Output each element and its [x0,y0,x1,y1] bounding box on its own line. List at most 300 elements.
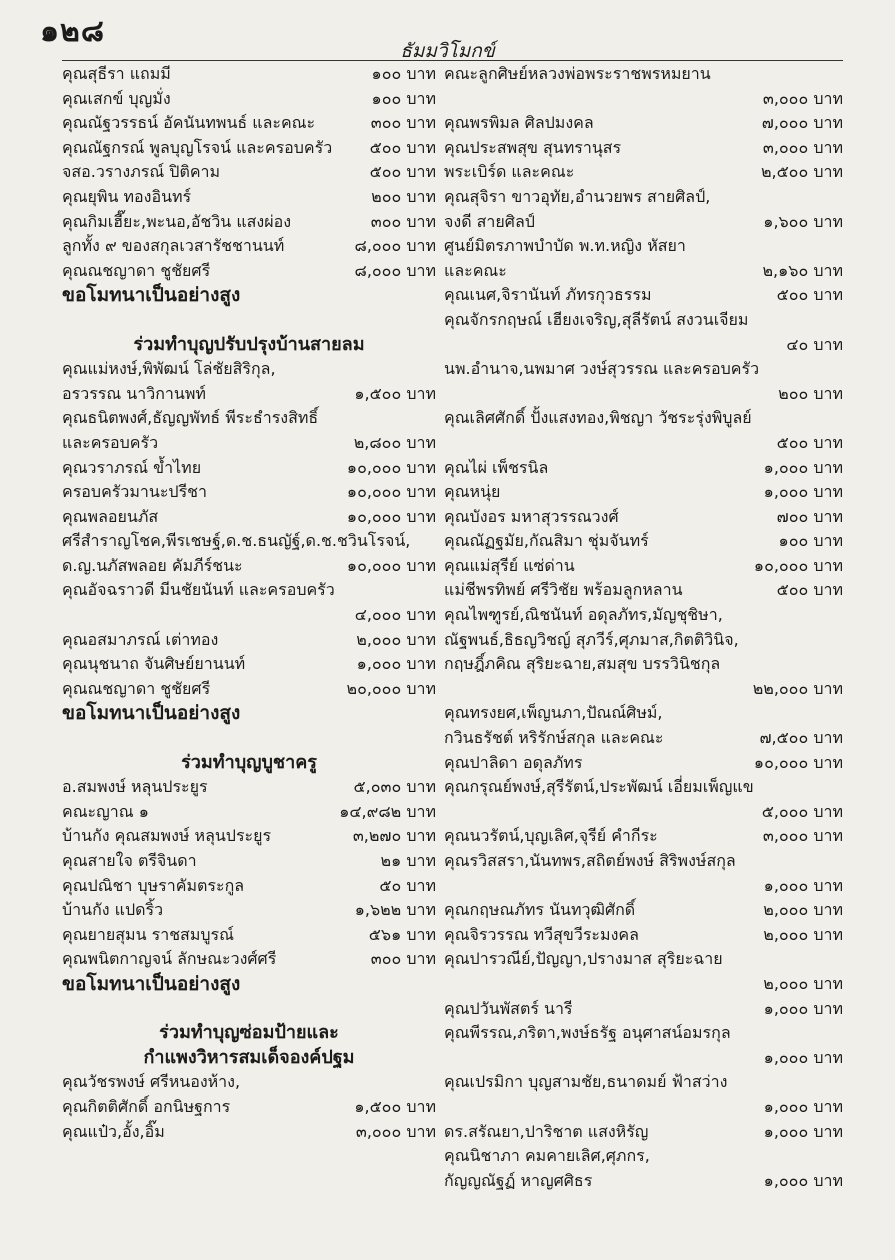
donor-row [444,1095,843,1120]
donor-row [62,775,436,800]
amount-value: ๑,๐๐๐ [763,875,809,895]
amount-value: ๕๐๐ [776,285,809,305]
currency-label: บาท [813,260,843,280]
amount-value: ๔,๐๐๐ [354,605,402,625]
amount-value: ๑,๐๐๐ [763,1047,809,1067]
amount-value: ๒,๐๐๐ [763,924,809,944]
donor-row [62,652,436,677]
donor-name: คุณยุพิน ทองอินทร์ [62,186,192,206]
donor-row [62,824,436,849]
donor-row [444,726,843,751]
donor-name: คุณพลอยนภัส [62,506,159,526]
donor-row [62,898,436,923]
donor-name: คุณปาลิดา อดุลภัทร [444,752,583,772]
currency-label: บาท [406,605,436,625]
spacer [62,726,436,751]
donor-name: คุณนวรัตน์,บุญเลิศ,จุรีย์ คำกีระ [444,826,658,846]
amount-value: ๔๐ [786,334,809,354]
donor-name: พระเบิร์ด และคณะ [444,162,575,182]
thanks-heading: ขอโมทนาเป็นอย่างสูง [62,972,241,995]
currency-label: บาท [813,1047,843,1067]
donor-row [444,972,843,997]
currency-label: บาท [406,432,436,452]
currency-label: บาท [406,900,436,920]
currency-label: บาท [406,654,436,674]
amount-value: ๕๐๐ [369,137,402,157]
amount-value: ๘,๐๐๐ [354,260,402,280]
donation-amount [350,628,436,653]
donor-row [62,1095,436,1120]
currency-label: บาท [406,137,436,157]
donor-name: กวินธรัชต์ หริรักษ์สกุล และคณะ [444,728,664,748]
amount-value: ๑,๐๐๐ [763,1121,809,1141]
currency-label: บาท [406,457,436,477]
donor-row [62,677,436,702]
amount-value: ๒๑ [380,851,402,870]
donor-name: คุณเนศ,จิรานันท์ ภัทรกุวธรรม [444,285,652,305]
amount-value: ๓๐๐ [370,113,402,133]
amount-value: ๕๐๐ [369,162,402,182]
left-column [62,62,436,1144]
currency-label: บาท [406,826,436,846]
donor-name: คุณกิมเฮี๊ยะ,พะนอ,อัชวิน แสงผ่อง [62,211,292,231]
donation-amount [757,972,843,997]
donation-amount [773,529,843,554]
amount-value: ๑,๐๐๐ [356,654,402,674]
donor-row [444,357,843,382]
donor-row [444,874,843,899]
donor-row [444,259,843,284]
donation-amount [366,62,436,87]
donor-name: คุณกฤษณภัทร นันทวุฒิศักดิ์ [444,900,636,920]
currency-label: บาท [406,236,436,256]
donor-row [444,849,843,874]
donation-amount [755,160,843,185]
donor-row [444,333,843,358]
donor-row [444,701,843,726]
donor-row [444,456,843,481]
donor-row [62,210,436,235]
donation-amount [758,1046,843,1071]
donor-row [444,210,843,235]
donor-name: คณะลูกศิษย์หลวงพ่อพระราชพรหมยาน [444,64,711,83]
donation-amount [757,136,843,161]
donor-name: คุณสุจิรา ขาวอุทัย,อำนวยพร สายศิลป์, [444,186,711,206]
donor-name: คณะญาณ ๑ [62,801,149,821]
currency-label: บาท [813,531,843,551]
donation-amount [349,898,436,923]
section-heading: ร่วมทำบุญปรับปรุงบ้านสายลม [133,333,365,355]
donor-name: คุณจิรวรรณ ทวีสุขวีระมงคล [444,924,639,944]
amount-value: ๒,๐๐๐ [763,973,809,993]
amount-value: ๒,๐๐๐ [356,629,402,649]
donor-row [444,997,843,1022]
donation-amount [363,923,436,948]
donor-name: แม่ชีพรทิพย์ ศรีวิชัย พร้อมลูกหลาน [444,580,683,600]
donor-row [444,160,843,185]
donor-name: คุณปารวณีย์,ปัญญา,ปรางมาส สุริยะฉาย [444,949,723,969]
amount-value: ๒๐๐ [778,383,809,403]
donation-amount [758,874,843,899]
spacer [62,308,436,333]
amount-value: ๓,๐๐๐ [762,88,809,108]
amount-value: ๗,๕๐๐ [759,728,809,748]
donor-name: บ้านกัง แปดริ้ว [62,900,164,920]
donation-amount [365,185,436,210]
amount-value: ๑,๐๐๐ [763,998,809,1018]
donor-name: ศรีสำราญโชค,พีรเชษฐ์,ด.ช.ธนญัฐ์,ด.ช.ชวินโรจน์, [62,531,411,551]
donor-row [444,775,843,800]
donor-row [444,824,843,849]
donor-name: ศูนย์มิตรภาพบำบัด พ.ท.หญิง หัสยา [444,236,686,256]
currency-label: บาท [813,457,843,477]
donor-name: อรวรรณ นาวิกานพท์ [62,383,206,403]
donor-row [444,947,843,972]
amount-value: ๑๐,๐๐๐ [346,457,402,477]
amount-value: ๑๐๐ [371,64,402,83]
donor-name: คุณยายสุมน ราชสมบูรณ์ [62,924,234,944]
donation-amount [364,136,436,161]
currency-label: บาท [813,752,843,772]
donor-row [62,456,436,481]
donor-name: คุณเปรมิกา บุญสามชัย,ธนาดมย์ ฟ้าสว่าง [444,1072,728,1092]
donor-name: คุณจักรกฤษณ์ เฮียงเจริญ,สุลีรัตน์ สงวนเจียม [444,309,749,329]
currency-label: บาท [813,555,843,575]
donation-amount [772,382,843,407]
donor-row [62,1120,436,1145]
donor-name: คุณอสมาภรณ์ เต่าทอง [62,629,219,649]
donor-name: คุณสุธีรา แถมมี [62,64,171,83]
currency-label: บาท [406,777,436,797]
donation-amount [341,456,436,481]
currency-label: บาท [813,506,843,526]
donation-amount [341,677,436,702]
donor-name: คุณปวันพัสตร์ นารี [444,998,573,1018]
amount-value: ๗,๐๐๐ [761,113,809,133]
donor-name: คุณแม่หงษ์,พิพัฒน์ โล่ชัยสิริกุล, [62,359,276,379]
donor-name: ด.ญ.นภัสพลอย คัมภีร์ชนะ [62,555,243,575]
donation-amount [348,234,436,259]
section-heading: ร่วมทำบุญซ่อมป้ายและ [159,1022,339,1044]
currency-label: บาท [813,580,843,600]
currency-label: บาท [406,211,436,231]
amount-value: ๒๐๐ [371,186,402,206]
donation-amount [348,1095,436,1120]
donor-row [444,234,843,259]
donor-row [444,1021,843,1046]
amount-value: ๒,๘๐๐ [353,432,402,452]
donation-amount [341,480,436,505]
donation-amount [756,111,843,136]
donor-row [62,923,436,948]
donor-row [444,87,843,112]
donor-row [62,136,436,161]
donor-name: กัญญณัฐฏ์ หาญศศิธร [444,1170,593,1190]
donor-name: คุณทรงยศ,เพ็ญนภา,ปัณณ์ศิษม์, [444,703,663,723]
donor-name: คุณณัฏฐมัย,กัณสิมา ชุ่มจันทร์ [444,531,649,551]
donor-row [62,947,436,972]
amount-value: ๑๐๐ [371,88,402,108]
currency-label: บาท [813,137,843,157]
donor-name: คุณกรุณย์พงษ์,สุรีรัตน์,ประพัฒน์ เอี่ยมเพ็ญแข [444,777,754,797]
amount-value: ๓๐๐ [370,211,402,231]
currency-label: บาท [813,1170,843,1190]
thanks-heading: ขอโมทนาเป็นอย่างสูง [62,702,241,725]
donor-row [444,751,843,776]
donor-row [444,898,843,923]
donor-row [62,111,436,136]
donor-row [62,259,436,284]
donor-row [62,800,436,825]
donor-name: ครอบครัวมานะปรีชา [62,482,207,502]
donation-amount [348,382,436,407]
donation-amount [748,554,843,579]
donor-row [62,382,436,407]
donor-name: กฤษฎิ์ภคิณ สุริยะฉาย,สมสุข บรรวินิชกุล [444,654,721,674]
donation-amount [757,210,843,235]
donor-row [444,529,843,554]
currency-label: บาท [813,285,843,305]
amount-value: ๓,๐๐๐ [762,826,809,846]
donor-name: คุณพรพิมล ศิลปมงคล [444,113,594,133]
donation-amount [351,652,436,677]
donor-row [444,677,843,702]
donor-name: คุณหนุ่ย [444,482,501,502]
donor-name: อ.สมพงษ์ หลุนประยูร [62,777,208,797]
donation-amount [756,800,843,825]
amount-value: ๘,๐๐๐ [354,236,402,256]
currency-label: บาท [813,211,843,231]
donor-row [444,1120,843,1145]
amount-value: ๑๐,๐๐๐ [346,506,402,526]
currency-label: บาท [813,678,843,698]
donor-name: ณัฐพนธ์,ธิธญวิชญ์ สุภวีร์,ศุภมาส,กิตติวินิจ, [444,629,739,649]
currency-label: บาท [406,924,436,944]
currency-label: บาท [813,383,843,403]
donor-name: จสอ.วรางภรณ์ ปิติคาม [62,162,221,182]
currency-label: บาท [813,875,843,895]
amount-value: ๑๐,๐๐๐ [753,752,809,772]
donation-amount [348,431,436,456]
donor-name: คุณสายใจ ตรีจินดา [62,851,197,870]
donation-amount [347,824,436,849]
donation-amount [771,578,843,603]
amount-value: ๓,๒๗๐ [352,826,402,846]
currency-label: บาท [406,1121,436,1141]
currency-label: บาท [813,728,843,748]
donor-name: คุณนิชาภา คมคายเลิศ,ศุภกร, [444,1146,650,1166]
amount-value: ๑๐,๐๐๐ [346,482,402,502]
donation-amount [757,259,844,284]
spacer [62,997,436,1022]
donor-row [444,800,843,825]
donor-row [444,480,843,505]
donation-amount [757,898,843,923]
donor-row [444,652,843,677]
donation-amount [758,1095,843,1120]
donation-amount [780,333,843,358]
donor-row [444,111,843,136]
donor-row [444,628,843,653]
donation-amount [758,997,843,1022]
amount-value: ๑,๖๒๒ [354,900,402,920]
currency-label: บาท [406,949,436,969]
donor-row [62,529,436,554]
section-heading: กำแพงวิหารสมเด็จองค์ปฐม [143,1046,355,1068]
donor-name: คุณรวิสสรา,นันทพร,สถิตย์พงษ์ สิริพงษ์สกุล [444,851,736,870]
currency-label: บาท [406,162,436,182]
currency-label: บาท [813,162,843,182]
donor-name: คุณบังอร มหาสุวรรณวงศ์ [444,506,619,526]
donor-row [444,554,843,579]
donation-amount [348,259,436,284]
donation-amount [364,160,436,185]
donation-amount [375,849,436,874]
donor-name: คุณณัฐกรณ์ พูลบุญโรจน์ และครอบครัว [62,137,333,157]
donation-amount [757,824,843,849]
currency-label: บาท [813,432,843,452]
donor-row [62,603,436,628]
donor-row [444,136,843,161]
donor-row [444,308,843,333]
donor-row [62,628,436,653]
donation-amount [349,603,436,628]
amount-value: ๑,๕๐๐ [354,383,402,403]
donor-name: และครอบครัว [62,432,159,452]
donor-name: คุณณชญาดา ชูชัยศรี [62,678,211,698]
donor-name: นพ.อำนาจ,นพมาศ วงษ์สุวรรณ และครอบครัว [444,359,760,379]
donor-row [444,283,843,308]
currency-label: บาท [406,113,436,133]
amount-value: ๒๒,๐๐๐ [752,678,809,698]
donation-amount [758,1120,843,1145]
currency-label: บาท [813,1096,843,1116]
donor-row [444,431,843,456]
donor-name: คุณนุชนาถ จันศิษย์ยานนท์ [62,654,246,674]
currency-label: บาท [406,506,436,526]
amount-value: ๓๐๐ [370,949,402,969]
donor-row [444,406,843,431]
amount-value: ๑,๐๐๐ [763,1096,809,1116]
currency-label: บาท [813,801,843,821]
donor-name: คุณปณิชา บุษราคัมตระกูล [62,875,245,895]
page-number: ๑๒๘ [40,14,105,49]
amount-value: ๑๐๐ [778,531,809,551]
currency-label: บาท [813,998,843,1018]
donor-name: คุณแป๋ว,อั้ง,อิ๊ม [62,1121,165,1141]
amount-value: ๑,๐๐๐ [763,1170,809,1190]
donation-amount [365,947,436,972]
amount-value: ๗๐๐ [776,506,809,526]
donor-name: คุณไพฑูรย์,ณิชนันท์ อดุลภัทร,มัญชุชิษา, [444,605,723,625]
amount-value: ๒๐,๐๐๐ [346,678,402,698]
donor-row [444,1070,843,1095]
donor-name: คุณณชญาดา ชูชัยศรี [62,260,211,280]
donor-name: คุณไผ่ เพ็ชรนิล [444,457,549,477]
donor-row [62,87,436,112]
donation-amount [365,210,436,235]
donation-amount [366,87,436,112]
donor-row [62,160,436,185]
currency-label: บาท [406,88,436,108]
donor-row [62,505,436,530]
donor-row [444,923,843,948]
amount-value: ๕,๐๐๐ [761,801,809,821]
currency-label: บาท [813,900,843,920]
donor-row [444,382,843,407]
donor-name: คุณพีรรณ,ภริตา,พงษ์ธรัฐ อนุศาสน์อมรกุล [444,1023,731,1043]
donation-amount [748,751,843,776]
thanks-heading: ขอโมทนาเป็นอย่างสูง [62,284,241,307]
donor-row [62,62,436,87]
currency-label: บาท [406,260,436,280]
donor-row [62,874,436,899]
running-header: ธัมมวิโมกข์ [400,40,495,62]
currency-label: บาท [406,555,436,575]
amount-value: ๑๐,๐๐๐ [753,555,809,575]
right-column [444,62,843,1193]
currency-label: บาท [406,1096,436,1116]
donation-amount [341,554,436,579]
donor-name: และคณะ [444,260,507,280]
donor-row [62,554,436,579]
donor-row [444,185,843,210]
amount-value: ๕๐ [379,875,402,895]
donation-amount [757,923,843,948]
donor-name: คุณณัฐวรรธน์ อัคนันทพนธ์ และคณะ [62,113,316,133]
donation-amount [365,111,436,136]
amount-value: ๑๐,๐๐๐ [346,555,402,575]
donor-row [444,1169,843,1194]
amount-value: ๑,๐๐๐ [763,482,809,502]
donor-name: ลูกทั้ง ๙ ของสกุลเวสารัชชานนท์ [62,236,285,256]
currency-label: บาท [813,1121,843,1141]
amount-value: ๒,๐๐๐ [763,900,809,920]
amount-value: ๕,๐๓๐ [353,777,402,797]
donation-amount [341,505,436,530]
donor-name: คุณเสกข์ บุญมั่ง [62,88,171,108]
amount-value: ๑,๐๐๐ [763,457,809,477]
donor-row [444,1144,843,1169]
donor-name: คุณประสพสุข สุนทรานุสร [444,137,622,157]
donation-amount [753,726,843,751]
currency-label: บาท [406,186,436,206]
donor-row [62,1070,436,1095]
donor-row [444,505,843,530]
donor-row [62,849,436,874]
currency-label: บาท [406,482,436,502]
currency-label: บาท [406,801,436,821]
currency-label: บาท [813,482,843,502]
currency-label: บาท [813,334,843,354]
currency-label: บาท [406,875,436,895]
amount-value: ๓,๐๐๐ [762,137,809,157]
donor-row [62,185,436,210]
amount-value: ๑๔,๙๘๒ [339,801,402,821]
donor-row [62,357,436,382]
donor-row [444,578,843,603]
donor-row [62,578,436,603]
donation-amount [758,480,843,505]
amount-value: ๓,๐๐๐ [355,1121,402,1141]
currency-label: บาท [406,629,436,649]
donor-name: คุณพนิตกาญจน์ ลักษณะวงศ์ศรี [62,949,277,969]
donation-amount [747,677,843,702]
donor-row [62,406,436,431]
currency-label: บาท [406,851,436,870]
currency-label: บาท [406,64,436,83]
donation-amount [771,431,843,456]
